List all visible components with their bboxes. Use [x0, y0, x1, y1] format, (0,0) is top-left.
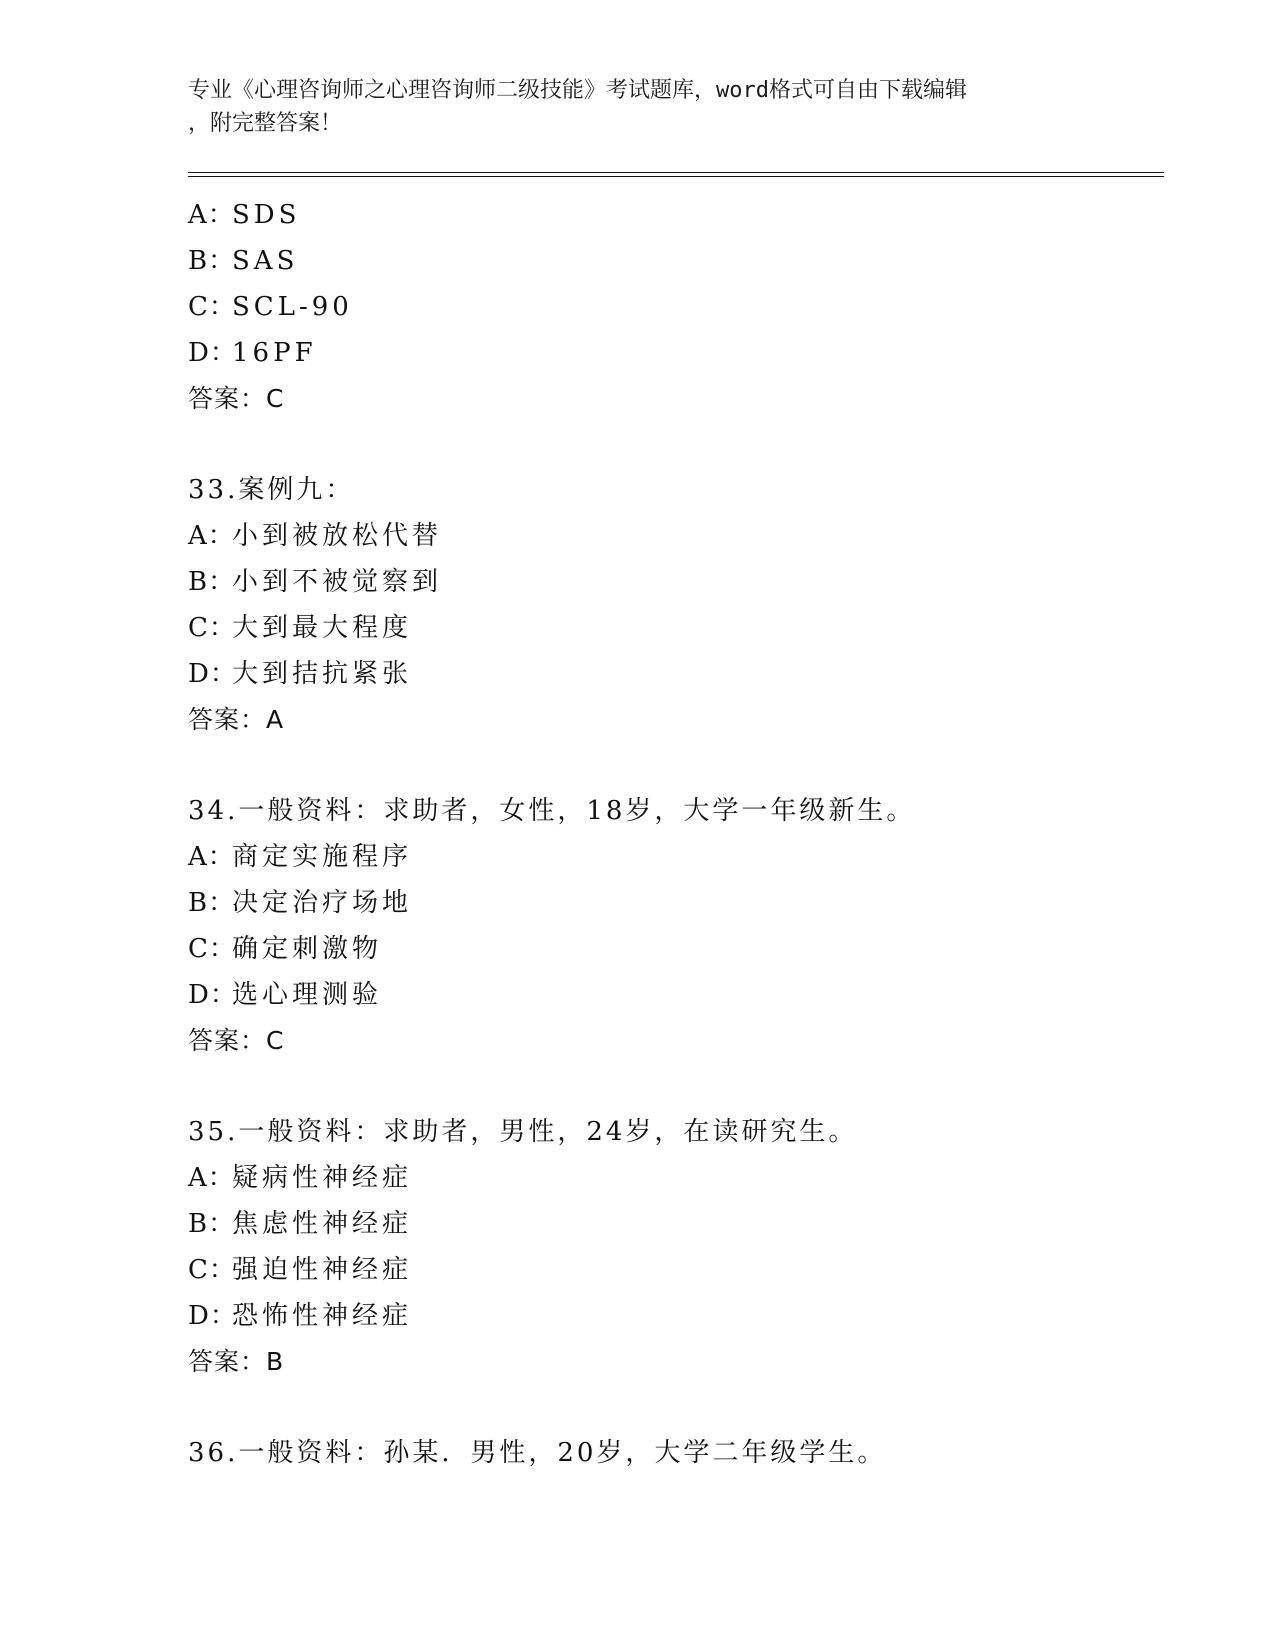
question-32	[188, 192, 1164, 422]
answer-line: 答案：C	[188, 384, 285, 413]
option-letter: A：	[188, 1163, 235, 1193]
option-c	[188, 926, 1164, 972]
option-letter: D：	[188, 659, 237, 689]
option-letter: D：	[188, 1301, 237, 1331]
option-c	[188, 605, 1164, 651]
header-line-2: ，附完整答案！	[188, 111, 343, 136]
option-letter: B：	[188, 246, 236, 276]
option-d	[188, 1293, 1164, 1339]
option-letter: D：	[188, 338, 237, 368]
option-letter: A：	[188, 200, 235, 230]
option-a	[188, 834, 1164, 880]
option-text: 焦虑性神经症	[232, 1209, 413, 1239]
header-line-1: 专业《心理咨询师之心理咨询师二级技能》考试题库，word格式可自由下载编辑	[188, 78, 967, 103]
option-letter: B：	[188, 567, 236, 597]
option-letter: C：	[188, 934, 236, 964]
option-letter: A：	[188, 842, 235, 872]
option-letter: B：	[188, 1209, 236, 1239]
option-text: 小到不被觉察到	[232, 567, 443, 597]
option-text: 大到最大程度	[232, 613, 413, 643]
option-b	[188, 238, 1164, 284]
question-list	[188, 192, 1164, 1476]
option-a	[188, 192, 1164, 238]
question-35	[188, 1109, 1164, 1385]
question-spacer	[188, 743, 1164, 788]
answer-line: 答案：A	[188, 705, 285, 734]
option-a	[188, 1155, 1164, 1201]
option-letter: C：	[188, 292, 236, 322]
option-d	[188, 972, 1164, 1018]
question-spacer	[188, 422, 1164, 467]
question-33	[188, 467, 1164, 743]
option-b	[188, 1201, 1164, 1247]
question-spacer	[188, 1385, 1164, 1430]
header-divider-bottom	[188, 176, 1164, 177]
question-title: 36.一般资料：孙某．男性，20岁，大学二年级学生。	[188, 1438, 887, 1468]
option-letter: D：	[188, 980, 237, 1010]
option-a	[188, 513, 1164, 559]
question-title: 33.案例九：	[188, 475, 355, 505]
question-spacer	[188, 1064, 1164, 1109]
answer-line: 答案：B	[188, 1347, 285, 1376]
option-text: 商定实施程序	[232, 842, 413, 872]
option-text: 小到被放松代替	[232, 521, 443, 551]
option-letter: C：	[188, 613, 236, 643]
option-text: SCL-90	[232, 292, 353, 322]
question-title: 35.一般资料：求助者，男性，24岁，在读研究生。	[188, 1117, 858, 1147]
option-text: 决定治疗场地	[232, 888, 413, 918]
option-d	[188, 651, 1164, 697]
option-d	[188, 330, 1164, 376]
answer-line: 答案：C	[188, 1026, 285, 1055]
option-letter: A：	[188, 521, 235, 551]
header-divider-top	[188, 172, 1164, 173]
option-text: 疑病性神经症	[232, 1163, 413, 1193]
option-b	[188, 880, 1164, 926]
option-text: 大到拮抗紧张	[232, 659, 413, 689]
question-title: 34.一般资料：求助者，女性，18岁，大学一年级新生。	[188, 796, 916, 826]
option-c	[188, 284, 1164, 330]
option-text: 恐怖性神经症	[232, 1301, 413, 1331]
option-b	[188, 559, 1164, 605]
option-text: SAS	[232, 246, 299, 276]
option-text: 确定刺激物	[232, 934, 383, 964]
option-text: SDS	[232, 200, 301, 230]
option-letter: C：	[188, 1255, 236, 1285]
option-text: 选心理测验	[232, 980, 383, 1010]
question-36	[188, 1430, 1164, 1476]
option-text: 强迫性神经症	[232, 1255, 413, 1285]
option-letter: B：	[188, 888, 236, 918]
option-c	[188, 1247, 1164, 1293]
document-header	[188, 74, 1088, 140]
option-text: 16PF	[232, 338, 317, 368]
question-34	[188, 788, 1164, 1064]
